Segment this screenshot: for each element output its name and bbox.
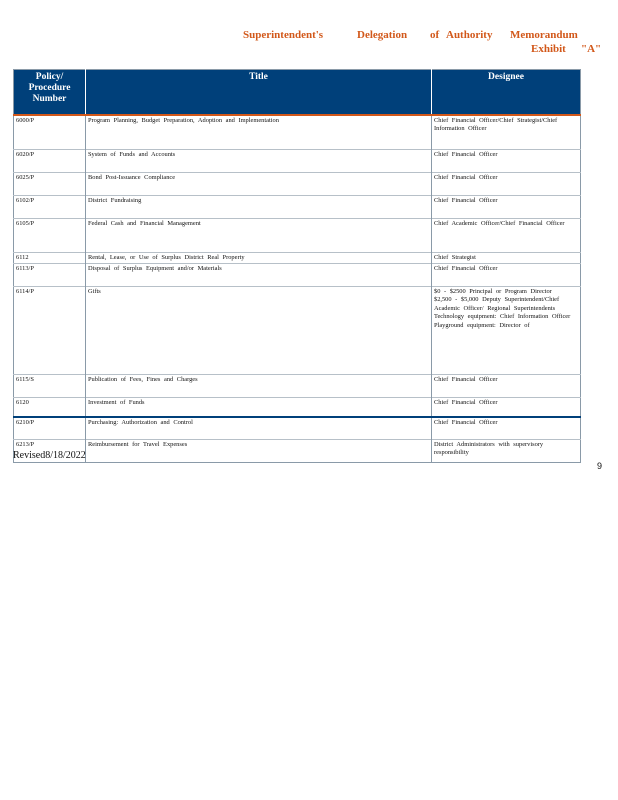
- table-row: [14, 417, 581, 439]
- gift-designee-line: $2,500 - $5,000 Deputy Superintendent/Chief Academic Officer/ Regional Superintendents: [434, 296, 560, 312]
- table-row: [14, 115, 581, 149]
- revised-date: Revised8/18/2022: [13, 450, 86, 461]
- title-cell: Gifts: [86, 286, 432, 374]
- policy-number-cell: 6020/P: [14, 149, 86, 172]
- title-cell: Publication of Fees, Fines and Charges: [86, 374, 432, 397]
- column-header-policy: Policy/ Procedure Number: [14, 70, 86, 116]
- policy-number-cell: 6113/P: [14, 263, 86, 286]
- designee-cell: Chief Financial Officer: [432, 149, 581, 172]
- table-row: [14, 252, 581, 263]
- gift-designee-line: $0 - $2500 Principal or Program Director: [434, 287, 552, 295]
- policy-number-cell: 6102/P: [14, 195, 86, 218]
- title-cell: Program Planning, Budget Preparation, Adoption and Implementation: [86, 115, 432, 149]
- designee-cell: Chief Financial Officer/Chief Strategist/Chief Information Officer: [432, 115, 581, 149]
- table-row: [14, 397, 581, 417]
- policy-number-cell: 6114/P: [14, 286, 86, 374]
- designee-cell: Chief Financial Officer: [432, 172, 581, 195]
- table-row: [14, 439, 581, 462]
- title-cell: District Fundraising: [86, 195, 432, 218]
- gift-designee-line: Technology equipment: Chief Information Officer: [434, 313, 571, 321]
- header-word-memorandum: Memorandum: [510, 29, 578, 41]
- column-header-title: Title: [86, 70, 432, 116]
- designee-cell: District Administrators with supervisory responsibility: [432, 439, 581, 462]
- table-row: [14, 374, 581, 397]
- designee-cell: Chief Financial Officer: [432, 374, 581, 397]
- table-row: [14, 286, 581, 374]
- table-row: [14, 149, 581, 172]
- header-word-superintendents: Superintendent's: [243, 29, 324, 41]
- title-cell: Bond Post-Issuance Compliance: [86, 172, 432, 195]
- policy-number-cell: 6000/P: [14, 115, 86, 149]
- header-word-a: "A": [581, 43, 602, 55]
- title-cell: Investment of Funds: [86, 397, 432, 417]
- title-cell: Federal Cash and Financial Management: [86, 218, 432, 252]
- page-number: 9: [597, 461, 603, 471]
- designee-cell: Chief Financial Officer: [432, 417, 581, 439]
- policy-number-cell: 6025/P: [14, 172, 86, 195]
- table-row: [14, 172, 581, 195]
- header-word-exhibit: Exhibit: [531, 43, 566, 55]
- designee-cell: Chief Academic Officer/Chief Financial Officer: [432, 218, 581, 252]
- designee-cell: [432, 286, 581, 374]
- title-cell: Reimbursement for Travel Expenses: [86, 439, 432, 462]
- title-cell: Purchasing: Authorization and Control: [86, 417, 432, 439]
- policy-number-text: 6213/P: [16, 440, 35, 448]
- table-header-row: [14, 70, 581, 116]
- designee-cell: Chief Financial Officer: [432, 263, 581, 286]
- header-word-authority: Authority: [446, 29, 493, 41]
- header-word-of: of: [430, 29, 440, 41]
- header-word-delegation: Delegation: [357, 29, 408, 41]
- gift-designee-line: Playground equipment: Director of: [434, 321, 530, 329]
- delegation-table: [13, 69, 581, 463]
- column-header-designee: Designee: [432, 70, 581, 116]
- title-cell: System of Funds and Accounts: [86, 149, 432, 172]
- policy-number-cell: 6112: [14, 252, 86, 263]
- designee-cell: Chief Financial Officer: [432, 195, 581, 218]
- gift-designee-list: [434, 288, 578, 373]
- policy-number-cell: 6120: [14, 397, 86, 417]
- policy-number-cell: 6210/P: [14, 417, 86, 439]
- table-row: [14, 263, 581, 286]
- policy-number-cell: 6105/P: [14, 218, 86, 252]
- designee-cell: Chief Financial Officer: [432, 397, 581, 417]
- designee-cell: Chief Strategist: [432, 252, 581, 263]
- policy-number-cell: 6115/S: [14, 374, 86, 397]
- table-row: [14, 195, 581, 218]
- title-cell: Rental, Lease, or Use of Surplus District Real Property: [86, 252, 432, 263]
- table-row: [14, 218, 581, 252]
- title-cell: Disposal of Surplus Equipment and/or Materials: [86, 263, 432, 286]
